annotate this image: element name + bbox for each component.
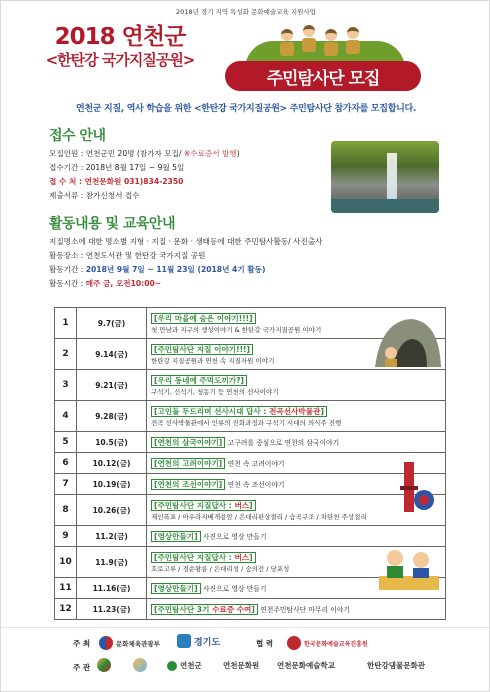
- org-text-3: [277, 660, 335, 671]
- row-desc: 한탄강 지질공원과 연천 속 지질자원 이야기: [151, 356, 275, 365]
- flower-icon: [97, 658, 111, 672]
- activity-period-value: 2018년 9월 7일 ~ 11월 23일 (2018년 4기 활동): [85, 265, 266, 274]
- kid-illustration: [301, 25, 317, 53]
- row-title-end: ]: [251, 604, 255, 614]
- row-number: 8: [55, 495, 77, 526]
- recruit-note: ※수료증서 발행: [183, 149, 237, 158]
- activity-place: 활동장소 : 연천도서관 및 한탄강 국가지질 공원: [49, 251, 206, 260]
- row-number: 6: [55, 453, 77, 474]
- row-title: [151, 500, 256, 511]
- schedule-row: [55, 599, 446, 620]
- kid-illustration: [279, 29, 295, 57]
- org-logo-yeoncheon: [167, 660, 202, 671]
- row-date: 11.23(금): [77, 599, 147, 620]
- row-content: [147, 599, 446, 620]
- row-number: 10: [55, 547, 77, 578]
- row-date: 9.28(금): [77, 401, 147, 432]
- title-line2: <한탄강 국가지질공원>: [45, 51, 195, 69]
- reception-period: 접수기간 : 2018년 8월 17일 ~ 9월 5일: [49, 163, 185, 172]
- row-title-end: ]: [320, 406, 324, 416]
- arte-icon: [287, 636, 301, 650]
- row-number: 11: [55, 578, 77, 599]
- row-number: 3: [55, 370, 77, 401]
- row-title-end: ]: [249, 500, 253, 510]
- footer: [1, 627, 490, 692]
- schedule-row: [55, 432, 446, 453]
- top-line: 2018년 경기 지역 특성화 문화예술교육 지원사업: [176, 8, 316, 16]
- row-title: [151, 437, 225, 448]
- row-number: 4: [55, 401, 77, 432]
- org3-text: 연천문화예술학교: [277, 661, 335, 670]
- row-title-highlight: 전곡선사박물관: [269, 406, 321, 416]
- row-title-text: [주민탐사단 지질 이야기!!!]: [154, 344, 250, 354]
- recruit-text: 모집인원 : 연천군민 20명 (참가자 모집/: [49, 149, 184, 158]
- activity-info: [49, 235, 323, 291]
- schedule-row: [55, 370, 446, 401]
- row-title-text: [연천의 삼국이야기]: [154, 437, 223, 447]
- row-title: [151, 583, 201, 594]
- row-title-highlight: 버스: [234, 500, 250, 510]
- org2-text: 연천문화원: [223, 661, 260, 670]
- activity-period-label: 활동기간 :: [49, 265, 86, 274]
- row-number: 12: [55, 599, 77, 620]
- cave-illustration: [371, 313, 443, 369]
- org-logo-2: [133, 658, 150, 672]
- org1-text: 연천군: [180, 661, 202, 670]
- row-title-text: [연천의 조선이야기]: [154, 479, 223, 489]
- host1-text: 문화체육관광부: [116, 639, 160, 648]
- row-content: [147, 401, 446, 432]
- org-label: 주 관: [73, 663, 91, 672]
- reception-docs: 제출서류 : 참가신청서 접수: [49, 191, 140, 200]
- reception-place: 접 수 처 : 연천문화원 031)834-2350: [49, 177, 184, 186]
- row-title: [151, 531, 201, 542]
- row-date: 9.14(금): [77, 339, 147, 370]
- row-title-text: [주민탐사단 지질답사 :: [154, 552, 235, 562]
- title-block: [15, 23, 225, 69]
- host-logo-mcst: [99, 636, 160, 650]
- row-date: 11.2(금): [77, 526, 147, 547]
- row-desc: 첫 만남과 지구의 생성이야기 & 한탄강 국가지질공원 이야기: [151, 325, 322, 334]
- host2-text: 경기도: [194, 637, 221, 648]
- row-date: 10.12(금): [77, 453, 147, 474]
- row-number: 9: [55, 526, 77, 547]
- row-desc: 호로고루 / 경순왕릉 / 은대리성 / 숭의전 / 당포성: [151, 564, 290, 573]
- row-desc: 연천주민탐사단 마무리 이야기: [260, 605, 350, 614]
- row-title: [151, 479, 225, 490]
- row-title: [151, 604, 258, 615]
- host-logo-gyeonggi: [177, 634, 220, 648]
- kid-illustration: [345, 27, 361, 55]
- row-desc: 연천 속 고려이야기: [227, 459, 285, 468]
- yeoncheon-icon: [167, 661, 177, 671]
- title-line1: 2018 연천군: [54, 24, 186, 50]
- row-desc: 구석기, 신석기, 청동기 등 연천의 선사이야기: [151, 387, 279, 396]
- taeguk-icon: [99, 636, 113, 650]
- row-title-highlight: 버스: [234, 552, 250, 562]
- row-title-end: ]: [249, 552, 253, 562]
- activity-line1: 지질명소에 대한 명소별 지형 · 지질 · 문화 · 생태등에 대한 주민탐사활동/ 사진출사: [49, 237, 323, 246]
- coop-logo-arte: [287, 636, 368, 650]
- recruit-banner: [225, 61, 421, 91]
- row-title-text: [주민탐사단 3기: [154, 604, 213, 614]
- intro-text: 연천군 지질, 역사 학습을 위한 <한탄강 국가지질공원> 주민탐사단 참가자를 모집합니다.: [75, 104, 416, 114]
- org-logo-1: [97, 658, 114, 672]
- row-desc: 재인폭포 / 아우라지베개용암 / 은대리판상절리 / 습곡구조 / 차탄천 주상절리: [151, 512, 367, 521]
- row-title: [151, 406, 327, 417]
- reception-info: [49, 147, 240, 203]
- row-date: 11.16(금): [77, 578, 147, 599]
- row-content: [147, 370, 446, 401]
- row-desc: 사진으로 영상 만들기: [202, 584, 267, 593]
- row-title: [151, 552, 256, 563]
- row-date: 9.7(금): [77, 308, 147, 339]
- row-number: 7: [55, 474, 77, 495]
- row-title-highlight: 수료증 수여: [212, 604, 252, 614]
- row-title-text: [우리 마을에 숨은 이야기!!!]: [154, 313, 253, 323]
- row-desc: 연천 속 조선이야기: [227, 480, 285, 489]
- gyeonggi-icon: [177, 634, 191, 648]
- row-title-text: [영상만들기]: [154, 531, 198, 541]
- row-title-text: [우리 동네에 주먹도끼가?]: [154, 375, 244, 385]
- row-title-text: [영상만들기]: [154, 583, 198, 593]
- row-date: 11.9(금): [77, 547, 147, 578]
- banner-text: 주민탐사단 모집: [266, 68, 380, 89]
- row-date: 10.5(금): [77, 432, 147, 453]
- activity-time-value: 매주 금, 오전10:00~: [85, 279, 162, 288]
- coop-label: 협 력: [256, 639, 274, 648]
- row-desc: 사진으로 영상 만들기: [202, 532, 267, 541]
- row-number: 1: [55, 308, 77, 339]
- culture-icon: [133, 658, 147, 672]
- recruit-close: ): [236, 149, 240, 158]
- host-label: 주 최: [73, 639, 91, 648]
- row-content: [147, 432, 446, 453]
- row-date: 10.19(금): [77, 474, 147, 495]
- row-desc: 전곡 선사박물관에서 인류의 진화과정과 구석기 시대의 의식주 진행: [151, 418, 342, 427]
- kid-illustration: [323, 29, 339, 57]
- tower-illustration: [386, 456, 446, 518]
- row-title: [151, 344, 253, 355]
- coop1-text: 한국문화예술교육진흥원: [304, 640, 368, 648]
- activity-heading: 활동내용 및 교육안내: [49, 216, 175, 232]
- org-text-2: [223, 660, 259, 671]
- row-title: [151, 375, 247, 386]
- row-title: [151, 313, 256, 324]
- row-date: 9.21(금): [77, 370, 147, 401]
- schedule-row: [55, 401, 446, 432]
- row-title-text: [고인돌 두드리며 선사시대 답사 :: [154, 406, 270, 416]
- org4-text: 한탄강댐물문화관: [367, 661, 425, 670]
- reception-heading: 접수 안내: [49, 128, 106, 144]
- row-desc: 고구려를 중심으로 연천의 삼국이야기: [227, 438, 340, 447]
- activity-time-label: 활동시간 :: [49, 279, 86, 288]
- row-title: [151, 458, 225, 469]
- row-date: 10.26(금): [77, 495, 147, 526]
- row-title-text: [주민탐사단 지질답사 :: [154, 500, 235, 510]
- reading-kids-illustration: [373, 536, 445, 596]
- row-number: 5: [55, 432, 77, 453]
- waterfall-photo: [331, 141, 439, 213]
- row-title-text: [연천의 고려이야기]: [154, 458, 223, 468]
- org-text-4: [367, 660, 425, 671]
- row-number: 2: [55, 339, 77, 370]
